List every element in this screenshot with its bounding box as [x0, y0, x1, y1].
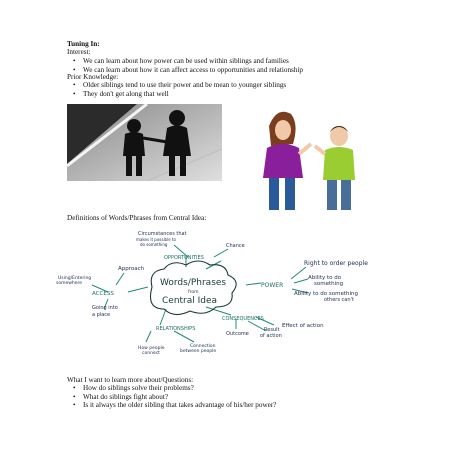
- going-into-line-2: a place: [92, 312, 111, 318]
- how-people-line-2: connect: [142, 351, 160, 356]
- connection-line-1: Connection: [190, 344, 216, 349]
- prior-knowledge-list: [67, 81, 286, 98]
- connection-line-2: between people: [180, 349, 217, 354]
- prior-knowledge-label: Prior Knowledge:: [67, 73, 119, 81]
- circumstances-line-2: makes it possible to: [136, 237, 176, 242]
- central-idea-mind-map: [56, 227, 396, 362]
- result-line-2: of action: [260, 333, 282, 339]
- center-line-1: Words/Phrases: [160, 278, 227, 288]
- going-into-line-1: Going into: [92, 305, 118, 311]
- list-item: • How do siblings solve their problems?: [67, 384, 276, 393]
- approach-label: Approach: [118, 266, 145, 272]
- siblings-walking-photo: [67, 104, 222, 181]
- chance-label: Chance: [226, 243, 245, 249]
- list-item: • They don't get along that well: [67, 90, 286, 99]
- siblings-arguing-photo: [253, 104, 368, 212]
- right-to-order-label: Right to order people: [304, 260, 368, 267]
- center-line-3: Central Idea: [162, 296, 218, 306]
- how-people-line-1: How people: [138, 346, 165, 351]
- using-line-1: Using/Entering: [58, 276, 92, 281]
- list-item: • We can learn about how power can be used within siblings and families: [67, 57, 303, 66]
- effect-label: Effect of action: [282, 323, 324, 329]
- interest-list: [67, 57, 303, 74]
- list-item: • We can learn about how it can affect access to opportunities and relationship: [67, 66, 303, 75]
- definitions-heading: Definitions of Words/Phrases from Central Idea:: [67, 214, 207, 222]
- ability-something-line-2: something: [314, 281, 344, 287]
- ability-others-line-1: Ability to do something: [294, 291, 358, 297]
- interest-label: Interest:: [67, 48, 91, 56]
- result-line-1: Result: [264, 327, 280, 333]
- power-label: POWER: [261, 282, 284, 289]
- circumstances-line-3: do something: [140, 242, 168, 247]
- opportunities-label: OPPORTUNITIES: [164, 255, 204, 261]
- relationships-label: RELATIONSHIPS: [156, 326, 196, 332]
- questions-list: [67, 384, 276, 410]
- ability-something-line-1: Ability to do: [308, 275, 342, 281]
- consequences-label: CONSEQUENCES: [222, 316, 264, 322]
- tuning-in-heading: Tuning In:: [67, 40, 100, 48]
- list-item: • Is it always the older sibling that takes advantage of his/her power?: [67, 401, 276, 410]
- outcome-label: Outcome: [226, 331, 249, 337]
- ability-others-line-2: others can't: [324, 297, 354, 303]
- list-item: • What do siblings fight about?: [67, 393, 276, 402]
- using-line-2: somewhere: [56, 281, 83, 286]
- center-line-2: from: [188, 290, 199, 295]
- circumstances-line-1: Circumstances that: [138, 231, 187, 237]
- access-label: ACCESS: [92, 291, 114, 297]
- list-item: • Older siblings tend to use their power and be mean to younger siblings: [67, 81, 286, 90]
- questions-heading: What I want to learn more about/Questions:: [67, 376, 194, 384]
